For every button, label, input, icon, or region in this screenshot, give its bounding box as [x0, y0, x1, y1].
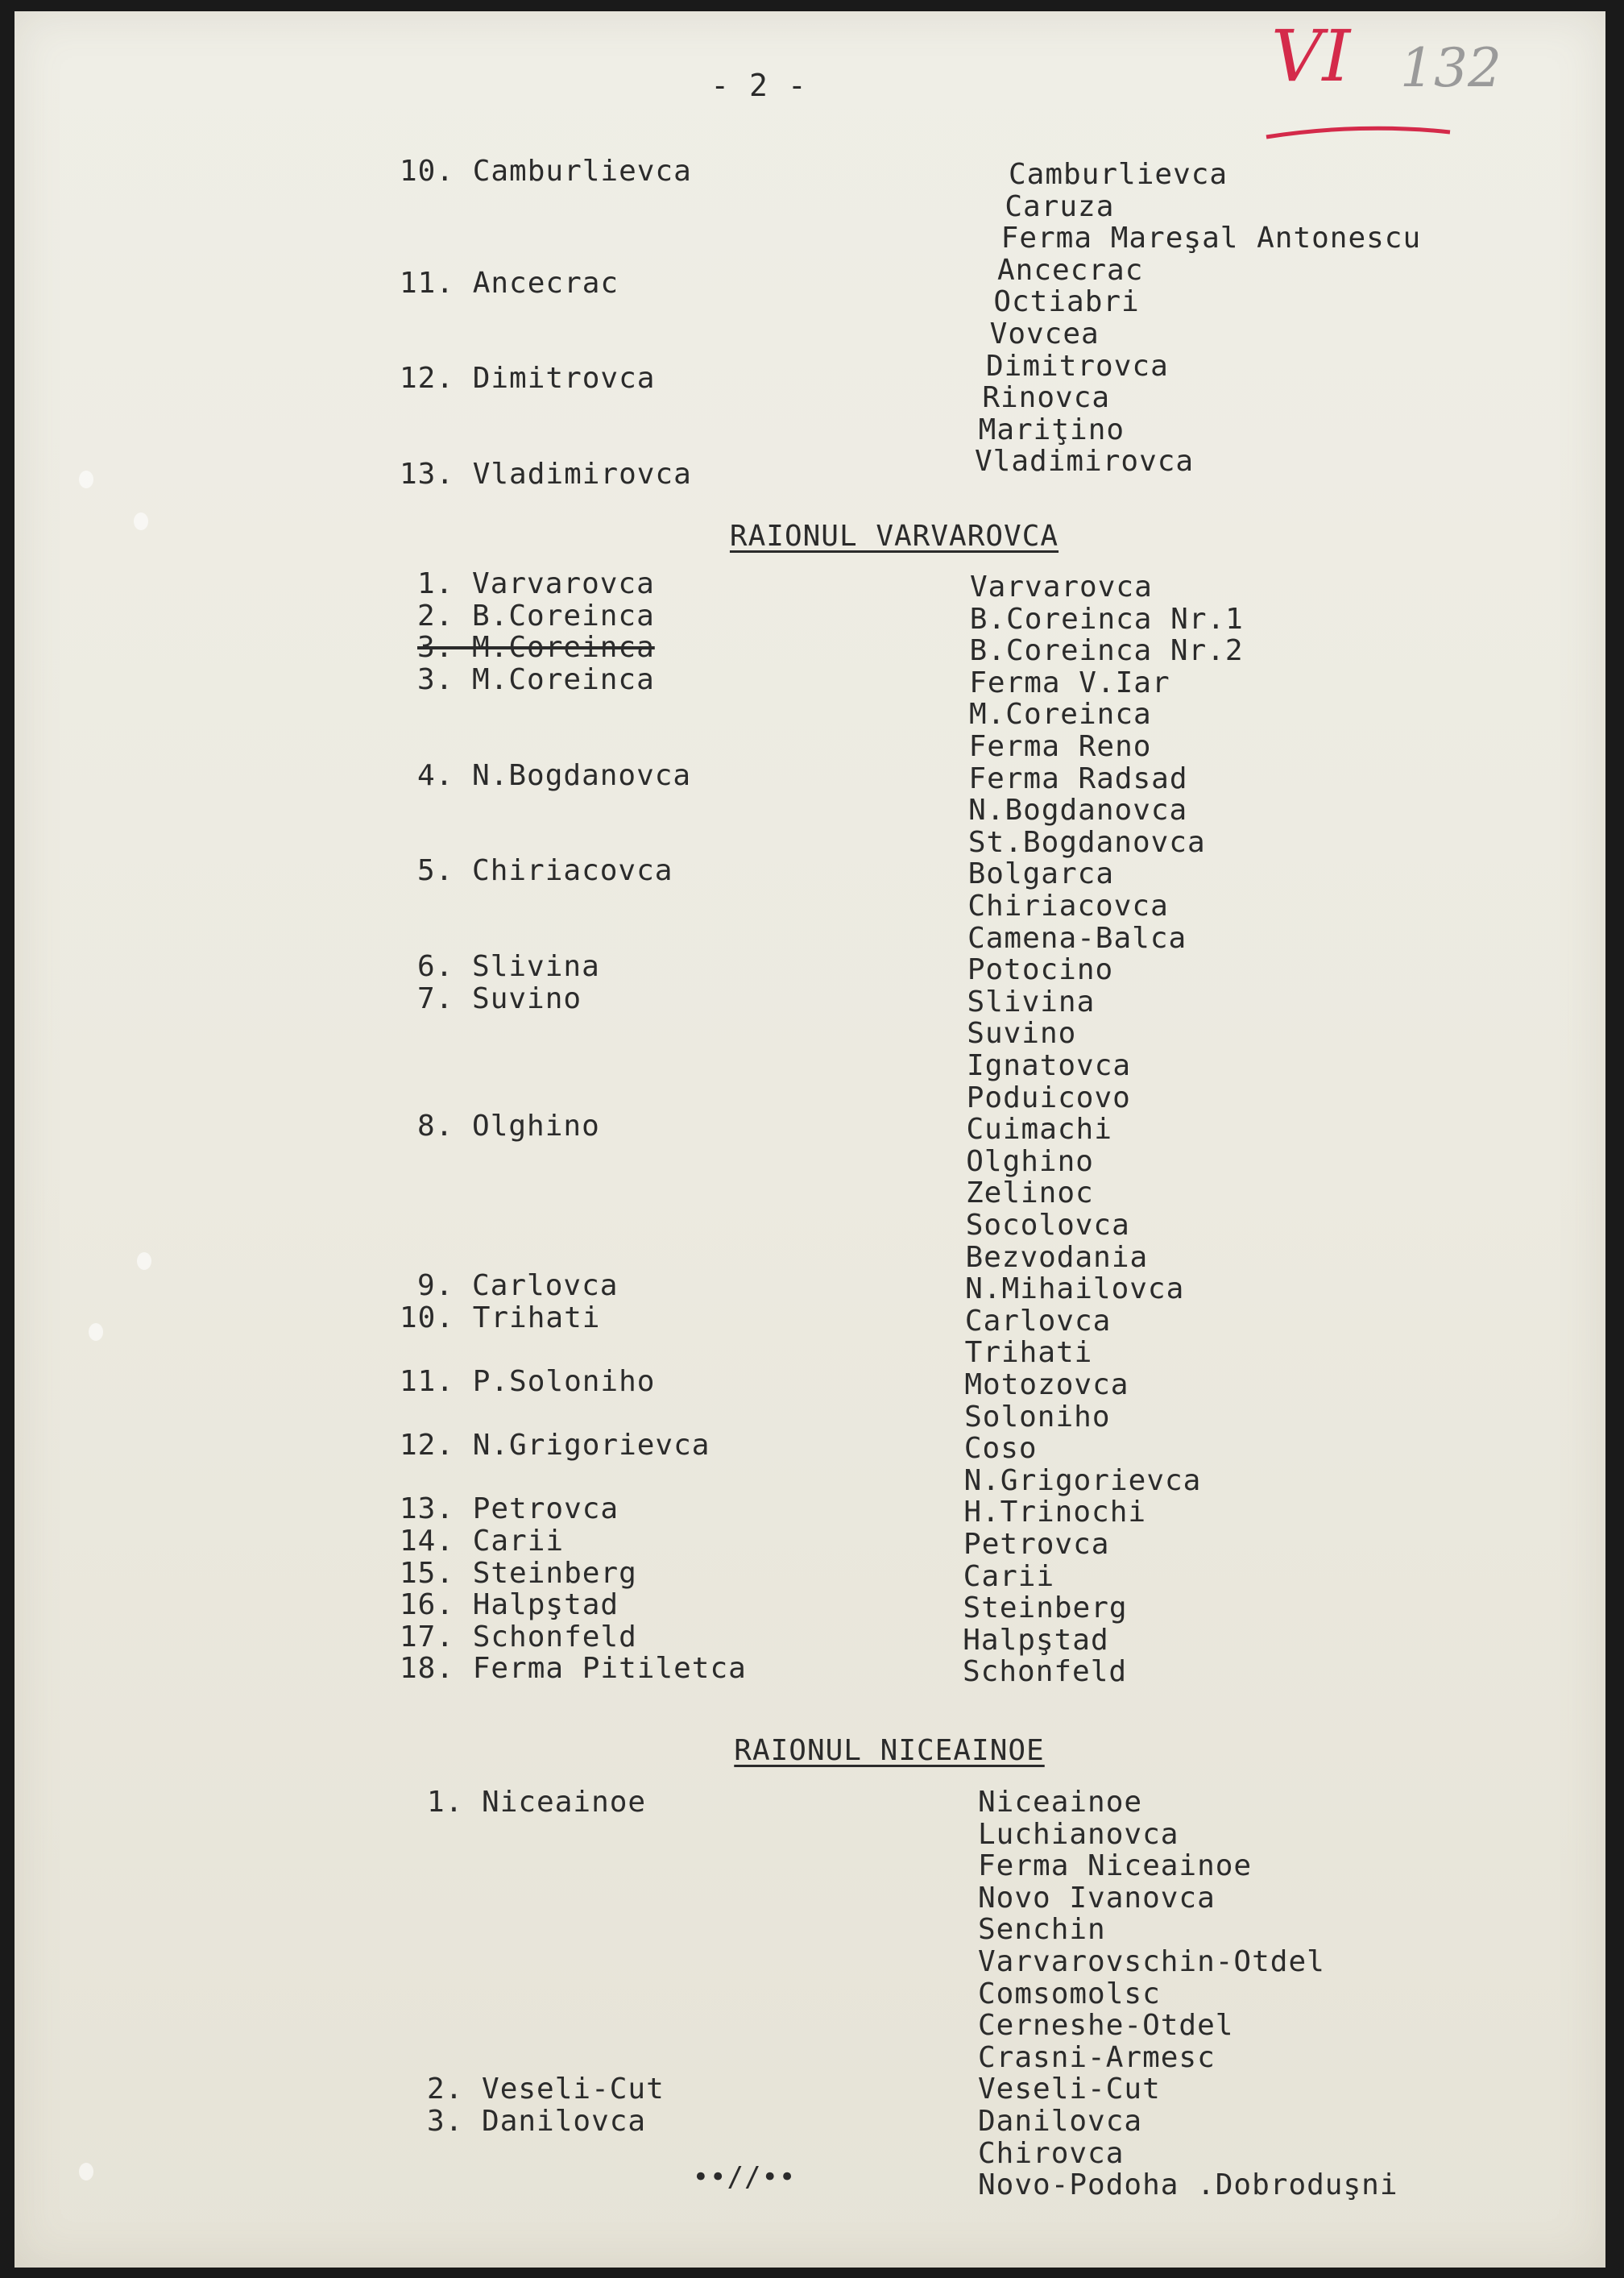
village-entry: Mariţino: [978, 413, 1125, 446]
section-heading: RAIONUL NICEAINOE: [734, 1734, 1045, 1767]
punch-hole: [89, 1323, 103, 1341]
village-entry: B.Coreinca Nr.1: [969, 602, 1244, 636]
village-entry: Ferma Reno: [968, 730, 1152, 763]
village-entry: Bolgarca: [967, 857, 1114, 891]
village-entry: Halpştad: [963, 1623, 1109, 1657]
locality-number-entry: 10. Camburlievca: [400, 155, 692, 188]
village-entry: Ferma V.Iar: [969, 666, 1170, 699]
village-entry: Dimitrovca: [986, 349, 1169, 383]
village-entry: Poduicovo: [966, 1081, 1131, 1114]
handwritten-folio-number: 132: [1400, 37, 1502, 99]
handwritten-underline: [1263, 121, 1456, 145]
locality-number-entry: 4. N.Bogdanovca: [417, 758, 692, 792]
village-entry: Slivina: [967, 985, 1096, 1019]
village-entry: Olghino: [966, 1144, 1094, 1178]
locality-number-entry: 8. Olghino: [417, 1110, 600, 1143]
village-entry: Camburlievca: [1009, 158, 1228, 191]
punch-hole: [137, 1252, 151, 1270]
punch-hole: [134, 512, 148, 530]
locality-number-entry: 5. Chiriacovca: [417, 854, 673, 888]
village-entry: Carii: [963, 1559, 1055, 1593]
village-entry: Bezvodania: [965, 1240, 1149, 1274]
village-entry: Varvarovca: [970, 571, 1153, 604]
village-entry: Varvarovschin-Otdel: [978, 1945, 1325, 1978]
village-entry: Chiriacovca: [967, 890, 1169, 923]
punch-hole: [79, 471, 93, 488]
locality-number-entry: 2. Veseli-Cut: [427, 2073, 665, 2106]
locality-number-entry: 3. M.Coreinca: [417, 662, 655, 696]
locality-number-entry: 13. Petrovca: [400, 1492, 619, 1526]
village-entry: Luchianovca: [978, 1817, 1179, 1851]
village-entry: Novo Ivanovca: [978, 1881, 1216, 1915]
locality-number-entry: 13. Vladimirovca: [400, 458, 692, 492]
locality-number-entry: 11. Ancecrac: [400, 266, 619, 300]
village-entry: Suvino: [967, 1017, 1077, 1051]
locality-number-entry: 14. Carii: [400, 1525, 565, 1558]
village-entry: Petrovca: [963, 1528, 1110, 1561]
village-entry: Rinovca: [982, 381, 1111, 415]
village-entry: B.Coreinca Nr.2: [969, 634, 1244, 668]
locality-number-entry: 18. Ferma Pitiletca: [400, 1652, 747, 1686]
punch-hole: [79, 2163, 93, 2180]
locality-number-entry: 16. Halpştad: [400, 1588, 619, 1622]
village-entry: Danilovca: [978, 2105, 1143, 2138]
village-entry: Chirovca: [978, 2136, 1125, 2170]
village-entry: Ferma Radsad: [968, 761, 1188, 795]
village-entry: St.Bogdanovca: [967, 825, 1206, 859]
village-entry: Crasni-Armesc: [978, 2040, 1216, 2074]
village-entry: Trihati: [964, 1336, 1093, 1370]
locality-number-entry: 11. P.Soloniho: [400, 1365, 656, 1398]
locality-number-entry: 17. Schonfeld: [400, 1620, 637, 1654]
village-entry: Soloniho: [964, 1400, 1111, 1434]
village-entry: Potocino: [967, 953, 1114, 987]
village-entry: Senchin: [978, 1913, 1106, 1947]
village-entry: N.Bogdanovca: [968, 794, 1188, 828]
locality-number-entry: 1. Varvarovca: [417, 567, 655, 600]
document-page: [14, 11, 1605, 2268]
village-entry: Cuimachi: [966, 1113, 1112, 1147]
locality-number-entry: 3. Danilovca: [427, 2105, 647, 2138]
village-entry: Novo-Podoha .Dobroduşni: [978, 2168, 1398, 2202]
village-entry: Comsomolsc: [978, 1977, 1161, 2010]
locality-number-entry: 12. Dimitrovca: [400, 362, 656, 396]
continuation-mark: ••//••: [692, 2161, 797, 2193]
village-entry: Vladimirovca: [975, 445, 1195, 479]
village-entry: N.Grigorievca: [963, 1463, 1202, 1497]
locality-number-entry: 7. Suvino: [417, 981, 582, 1015]
village-entry: Ferma Mareşal Antonescu: [1000, 222, 1422, 255]
village-entry: N.Mihailovca: [965, 1272, 1185, 1306]
section-heading: RAIONUL VARVAROVCA: [729, 520, 1059, 553]
village-entry: Ignatovca: [967, 1049, 1132, 1082]
village-entry: Zelinoc: [965, 1176, 1094, 1210]
village-entry: Vovcea: [989, 317, 1100, 351]
locality-number-entry: 1. Niceainoe: [427, 1786, 647, 1819]
locality-number-entry: 15. Steinberg: [400, 1556, 637, 1590]
locality-number-entry: 9. Carlovca: [417, 1269, 619, 1303]
locality-number-entry: 6. Slivina: [417, 950, 600, 984]
locality-number-entry: 12. N.Grigorievca: [400, 1429, 710, 1463]
village-entry: Octiabri: [993, 285, 1140, 319]
village-entry: Schonfeld: [963, 1655, 1128, 1689]
locality-number-entry: 10. Trihati: [400, 1301, 601, 1334]
village-entry: Niceainoe: [978, 1786, 1143, 1819]
village-entry: Carlovca: [964, 1304, 1112, 1338]
village-entry: Veseli-Cut: [978, 2073, 1161, 2106]
village-entry: Coso: [963, 1432, 1038, 1466]
locality-number-entry: 2. B.Coreinca: [417, 599, 655, 633]
village-entry: Camena-Balca: [967, 921, 1187, 955]
village-entry: Ancecrac: [997, 253, 1144, 287]
village-entry: Ferma Niceainoe: [978, 1849, 1253, 1883]
village-entry: Caruza: [1005, 189, 1115, 223]
village-entry: M.Coreinca: [968, 698, 1152, 732]
village-entry: Socolovca: [965, 1209, 1130, 1242]
village-entry: H.Trinochi: [963, 1496, 1147, 1529]
page-number: - 2 -: [710, 68, 807, 103]
struck-locality-entry: 3. M.Coreinca: [417, 631, 655, 665]
village-entry: Motozovca: [964, 1368, 1129, 1401]
village-entry: Steinberg: [963, 1591, 1128, 1625]
handwritten-roman-numeral: VI: [1271, 15, 1351, 98]
village-entry: Cerneshe-Otdel: [978, 2009, 1234, 2043]
